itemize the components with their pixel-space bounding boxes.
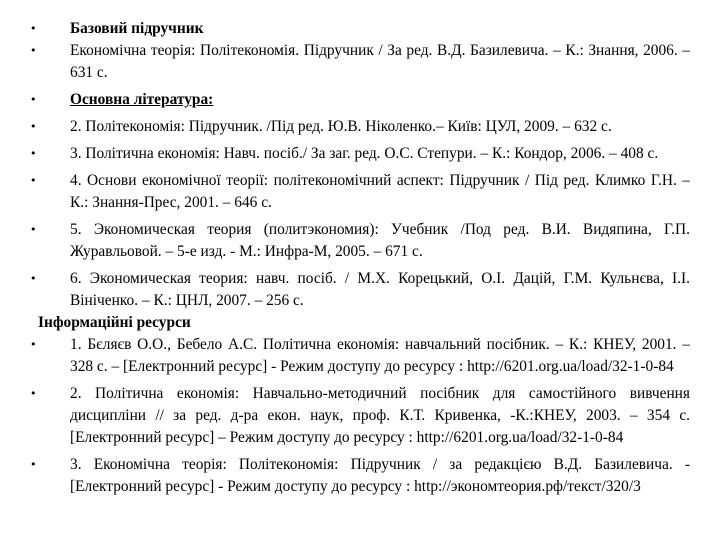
list-item (0, 143, 720, 165)
resource-text: 2. Політична економія: Навчально-методичний посібник для самостійного вивчення дисципліни // за ред. д-ра екон. наук, проф. К.Т. Кривенка, -К.:КНЕУ, 2003. – 354 с. [Електронний ресурс] – Режим доступу до ресурсу : http://6201.org.ua/load/32-1-0-84 (70, 385, 690, 446)
list-item (0, 89, 720, 111)
bullet-icon: • (30, 458, 37, 471)
bullet-icon: • (30, 147, 37, 160)
list-item (0, 170, 720, 214)
list-item (0, 383, 720, 449)
heading-basic-textbook: Базовий підручник (70, 20, 204, 37)
reference-text: 5. Экономическая теория (политэкономия): Учебник /Под ред. В.И. Видяпина, Г.П. Журавльовой. – 5-е изд. - М.: Инфра-М, 2005. – 671 с. (70, 221, 690, 260)
reference-text: 2. Політекономія: Підручник. /Під ред. Ю.В. Ніколенко.– Київ: ЦУЛ, 2009. – 632 с. (70, 118, 612, 135)
bullet-icon: • (30, 44, 37, 57)
list-item (0, 454, 720, 498)
bullet-icon: • (30, 338, 37, 351)
bullet-icon: • (30, 93, 37, 106)
list-item (0, 18, 720, 40)
bullet-icon: • (30, 272, 37, 285)
heading-main-literature: Основна література: (70, 91, 214, 108)
resource-text: 3. Економічна теорія: Політекономія: Підручник / за редакцією В.Д. Базилевича. - [Електронний ресурс] - Режим доступу до ресурсу : http://экономтеория.рф/текст/320/3 (70, 456, 690, 495)
bullet-icon: • (30, 223, 37, 236)
reference-text: Економічна теорія: Політекономія. Підручник / За ред. В.Д. Базилевича. – К.: Знання, 2006. – 631 с. (70, 42, 690, 81)
section-heading-resources: Інформаційні ресурси (38, 314, 191, 331)
list-item (0, 268, 720, 312)
bullet-icon: • (30, 120, 37, 133)
bullet-icon: • (30, 387, 37, 400)
list-item (0, 40, 720, 84)
resource-text: 1. Бєляєв О.О., Бебело А.С. Політична економія: навчальний посібник. – К.: КНЕУ, 2001. – 328 с. – [Електронний ресурс] - Режим доступу до ресурсу : http://6201.org.ua/load/32-1-0-84 (70, 336, 690, 375)
list-item (0, 116, 720, 138)
reference-text: 4. Основи економічної теорії: політекономічний аспект: Підручник / Під ред. Климко Г.Н. – К.: Знання-Прес, 2001. – 646 с. (70, 172, 690, 211)
bullet-icon: • (30, 174, 37, 187)
reference-list (0, 18, 720, 498)
list-item (0, 334, 720, 378)
reference-text: 3. Політична економія: Навч. посіб./ За заг. ред. О.С. Степури. – К.: Кондор, 2006. – 408 с. (70, 145, 659, 162)
bullet-icon: • (30, 22, 37, 35)
list-item (0, 219, 720, 263)
reference-text: 6. Экономическая теория: навч. посіб. / М.Х. Корецький, О.І. Дацій, Г.М. Кульнєва, І.І. Вініченко. – К.: ЦНЛ, 2007. – 256 с. (70, 270, 690, 309)
